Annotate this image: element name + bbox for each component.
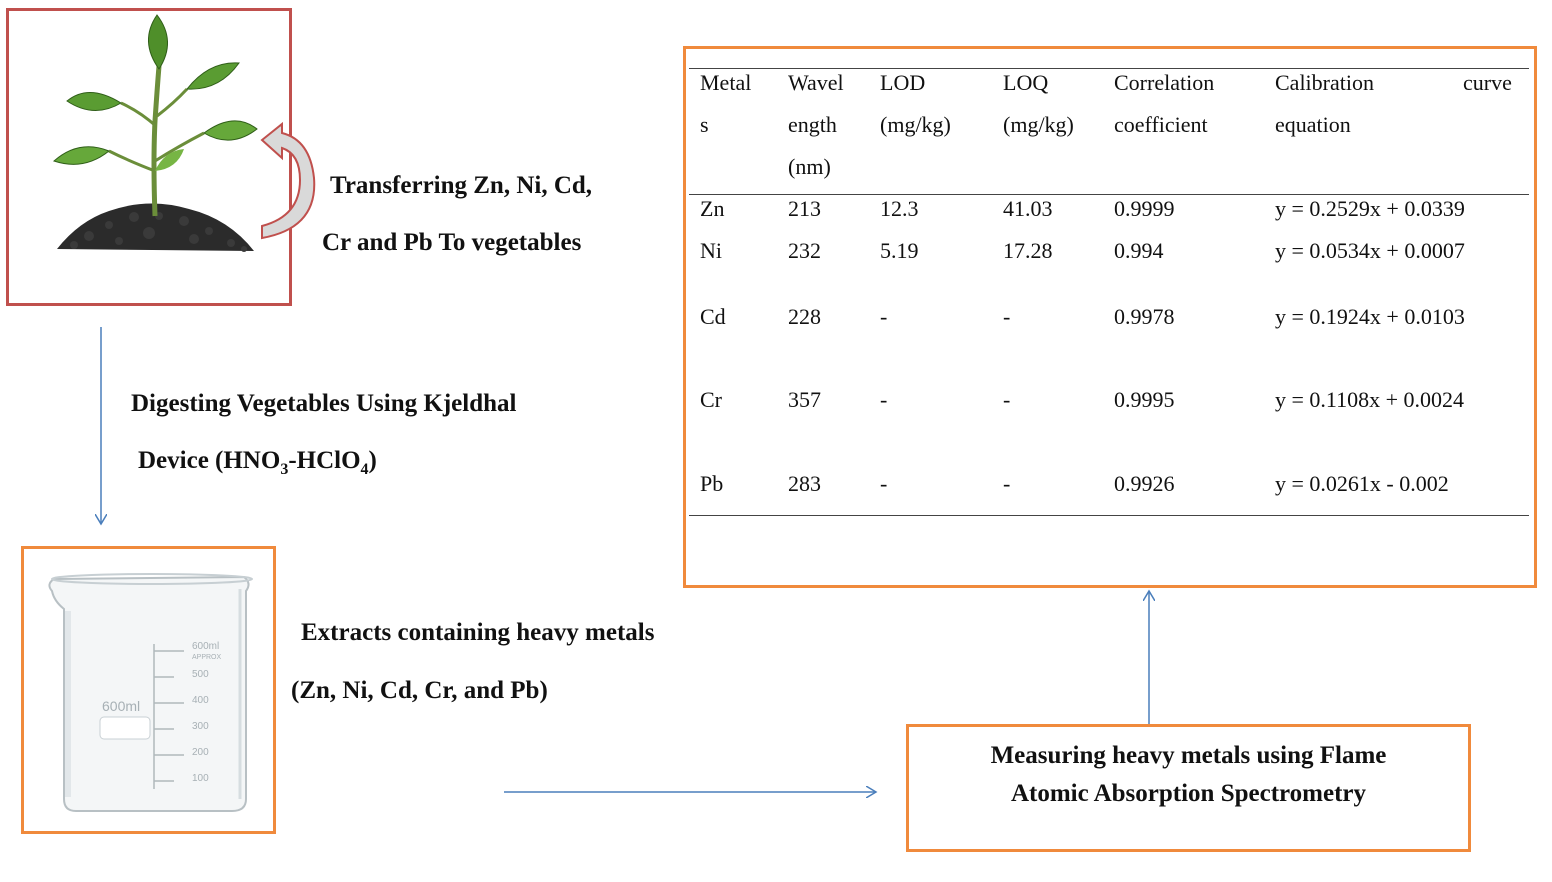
header-wavelength: Wavel ength (nm) (788, 70, 844, 179)
cell-equation: y = 0.0261x - 0.002 (1275, 471, 1449, 496)
cell-lod: 5.19 (880, 238, 919, 263)
cell-metal: Cr (700, 387, 722, 412)
cell-lod: - (880, 304, 888, 329)
cell-lod: 12.3 (880, 196, 919, 221)
graduation-label: 200 (192, 747, 209, 758)
cell-wavelength: 228 (788, 304, 821, 329)
graduation-label: 400 (192, 695, 209, 706)
graduation-label: 500 (192, 669, 209, 680)
cell-lod: - (880, 471, 888, 496)
curved-return-arrow (262, 124, 314, 238)
cell-wavelength: 283 (788, 471, 821, 496)
cell-correlation: 0.9999 (1114, 196, 1175, 221)
digest-label-line2: Device $(HNO_3-HClO_4)$ (138, 447, 377, 478)
header-correlation: Correlation coefficient (1114, 70, 1215, 137)
cell-equation: y = 0.1108x + 0.0024 (1275, 387, 1464, 412)
cell-metal: Ni (700, 238, 722, 263)
cell-correlation: 0.9978 (1114, 304, 1175, 329)
cell-lod: - (880, 387, 888, 412)
cell-wavelength: 357 (788, 387, 821, 412)
cell-wavelength: 213 (788, 196, 821, 221)
cell-loq: - (1003, 387, 1011, 412)
header-metals: Metal s (700, 70, 752, 137)
header-lod: LOD (mg/kg) (880, 70, 951, 137)
digest-label-line1: Digesting Vegetables Using Kjeldhal (131, 390, 517, 417)
cell-metal: Zn (700, 196, 725, 221)
beaker-approx-label: APPROX (192, 654, 222, 661)
graduation-label: 300 (192, 721, 209, 732)
beaker-volume-label: 600ml (192, 641, 220, 652)
header-calibration: Calibration equation (1275, 70, 1374, 137)
extract-label-line2: (Zn, Ni, Cd, Cr, and Pb) (291, 677, 548, 704)
measure-box (906, 724, 1471, 852)
measure-label-line2: Atomic Absorption Spectrometry (1010, 780, 1367, 807)
transfer-label-line1: Transferring Zn, Ni, Cd, (330, 172, 593, 199)
header-loq: LOQ (mg/kg) (1003, 70, 1074, 137)
cell-wavelength: 232 (788, 238, 821, 263)
cell-correlation: 0.9926 (1114, 471, 1175, 496)
cell-loq: - (1003, 471, 1011, 496)
transfer-label-line2: Cr and Pb To vegetables (322, 229, 582, 256)
measure-label (909, 737, 1468, 813)
cell-equation: y = 0.2529x + 0.0339 (1275, 196, 1465, 221)
cell-loq: - (1003, 304, 1011, 329)
header-calibration-curve: curve (1463, 70, 1512, 95)
cell-metal: Pb (700, 471, 724, 496)
extract-label-line1: Extracts containing heavy metals (301, 619, 655, 646)
graduation-label: 100 (192, 773, 209, 784)
cell-equation: y = 0.1924x + 0.0103 (1275, 304, 1465, 329)
cell-loq: 17.28 (1003, 238, 1053, 263)
cell-metal: Cd (700, 304, 726, 329)
cell-equation: y = 0.0534x + 0.0007 (1275, 238, 1465, 263)
table-bottom-rule (689, 515, 1529, 516)
cell-correlation: 0.994 (1114, 238, 1164, 263)
cell-loq: 41.03 (1003, 196, 1053, 221)
cell-correlation: 0.9995 (1114, 387, 1175, 412)
measure-label-line1: Measuring heavy metals using Flame (990, 742, 1387, 769)
beaker-side-label: 600ml (102, 698, 141, 714)
